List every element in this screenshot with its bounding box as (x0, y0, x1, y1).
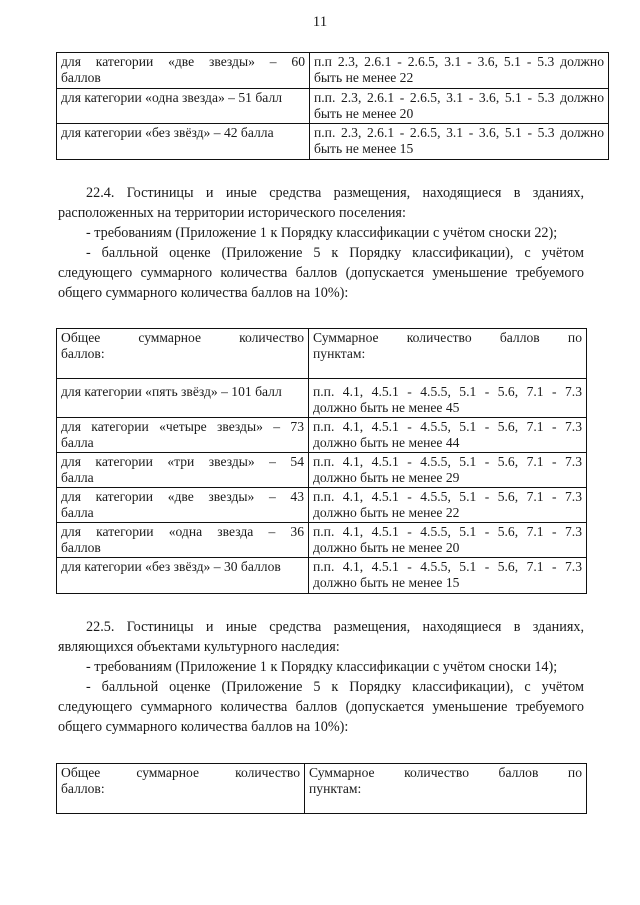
category-text: для категории «три звезды» – 54 (61, 454, 304, 469)
header-text: пунктам: (313, 346, 366, 361)
table-scores-historic-settlement (56, 328, 587, 594)
table-row (57, 89, 609, 124)
points-text: быть не менее 15 (314, 141, 414, 156)
table-cell (57, 488, 309, 523)
points-text: должно быть не менее 45 (313, 400, 460, 415)
section-22-5 (58, 617, 584, 737)
category-text: для категории «одна звезда» – 51 балл (61, 90, 283, 105)
table-cell (57, 89, 310, 124)
points-text: должно быть не менее 29 (313, 470, 460, 485)
points-text: быть не менее 20 (314, 106, 414, 121)
table-scores-cultural-heritage (56, 763, 587, 814)
table-cell (57, 53, 310, 89)
section-paragraph: являющихся объектами культурного наследия: (58, 639, 340, 655)
category-text: для категории «пять звёзд» – 101 балл (61, 384, 282, 399)
header-text: Суммарное количество баллов по (313, 330, 582, 345)
points-text: п.п. 4.1, 4.5.1 - 4.5.5, 5.1 - 5.6, 7.1 - 7.3 (313, 454, 582, 469)
points-text: п.п 2.3, 2.6.1 - 2.6.5, 3.1 - 3.6, 5.1 - 5.3 должно (314, 54, 604, 69)
table-header-cell (57, 764, 305, 814)
table-cell (309, 488, 587, 523)
points-text: п.п. 4.1, 4.5.1 - 4.5.5, 5.1 - 5.6, 7.1 - 7.3 (313, 524, 582, 539)
page-number: 11 (312, 14, 328, 30)
table-scores-historic-settlement-continued (56, 52, 609, 160)
requirements-item: - требованиям (Приложение 1 к Порядку классификации с учётом сноски 22); (86, 225, 558, 241)
points-text: п.п. 4.1, 4.5.1 - 4.5.5, 5.1 - 5.6, 7.1 - 7.3 (313, 489, 582, 504)
table-row (57, 453, 587, 488)
points-text: должно быть не менее 44 (313, 435, 460, 450)
section-paragraph: расположенных на территории исторического поселения: (58, 205, 406, 221)
header-text: баллов: (61, 781, 105, 796)
table-cell (57, 453, 309, 488)
table-row (57, 488, 587, 523)
table-header-row (57, 764, 587, 814)
header-text: баллов: (61, 346, 105, 361)
score-item: - балльной оценке (Приложение 5 к Порядку классификации), с учётом (86, 679, 584, 695)
table-cell (309, 379, 587, 418)
score-item: следующего суммарного количества баллов (допускается уменьшение требуемого (58, 265, 584, 281)
header-text: Суммарное количество баллов по (309, 765, 582, 780)
category-text: балла (61, 435, 94, 450)
header-text: пунктам: (309, 781, 362, 796)
table-row (57, 418, 587, 453)
category-text: для категории «без звёзд» – 42 балла (61, 125, 274, 140)
table-cell (309, 418, 587, 453)
points-text: п.п. 2.3, 2.6.1 - 2.6.5, 3.1 - 3.6, 5.1 - 5.3 должно (314, 90, 604, 105)
points-text: п.п. 2.3, 2.6.1 - 2.6.5, 3.1 - 3.6, 5.1 - 5.3 должно (314, 125, 604, 140)
table-cell (309, 453, 587, 488)
score-item: следующего суммарного количества баллов (допускается уменьшение требуемого (58, 699, 584, 715)
table-cell (57, 558, 309, 594)
table-cell (310, 53, 609, 89)
table-cell (57, 523, 309, 558)
table-header-cell (57, 329, 309, 379)
section-paragraph: 22.4. Гостиницы и иные средства размещения, находящиеся в зданиях, (86, 185, 584, 201)
table-row (57, 53, 609, 89)
table-cell (309, 558, 587, 594)
category-text: баллов (61, 70, 101, 85)
table-row (57, 379, 587, 418)
table-cell (57, 379, 309, 418)
score-item: общего суммарного количества баллов на 10%): (58, 285, 349, 301)
score-item: общего суммарного количества баллов на 10%): (58, 719, 349, 735)
header-text: Общее суммарное количество (61, 330, 304, 345)
category-text: балла (61, 470, 94, 485)
points-text: быть не менее 22 (314, 70, 414, 85)
points-text: должно быть не менее 20 (313, 540, 460, 555)
points-text: должно быть не менее 15 (313, 575, 460, 590)
requirements-item: - требованиям (Приложение 1 к Порядку классификации с учётом сноски 14); (86, 659, 558, 675)
header-text: Общее суммарное количество (61, 765, 300, 780)
category-text: для категории «четыре звезды» – 73 (61, 419, 304, 434)
table-cell (309, 523, 587, 558)
table-header-cell (309, 329, 587, 379)
table-cell (57, 124, 310, 160)
points-text: п.п. 4.1, 4.5.1 - 4.5.5, 5.1 - 5.6, 7.1 - 7.3 (313, 559, 582, 574)
category-text: для категории «без звёзд» – 30 баллов (61, 559, 281, 574)
table-row (57, 523, 587, 558)
category-text: для категории «две звезды» – 60 (61, 54, 305, 69)
category-text: для категории «две звезды» – 43 (61, 489, 304, 504)
section-paragraph: 22.5. Гостиницы и иные средства размещения, находящиеся в зданиях, (86, 619, 584, 635)
points-text: п.п. 4.1, 4.5.1 - 4.5.5, 5.1 - 5.6, 7.1 - 7.3 (313, 384, 582, 399)
table-cell (57, 418, 309, 453)
category-text: балла (61, 505, 94, 520)
category-text: для категории «одна звезда – 36 (61, 524, 304, 539)
table-row (57, 558, 587, 594)
table-header-cell (305, 764, 587, 814)
score-item: - балльной оценке (Приложение 5 к Порядку классификации), с учётом (86, 245, 584, 261)
table-cell (310, 124, 609, 160)
table-header-row (57, 329, 587, 379)
table-row (57, 124, 609, 160)
points-text: должно быть не менее 22 (313, 505, 460, 520)
table-cell (310, 89, 609, 124)
points-text: п.п. 4.1, 4.5.1 - 4.5.5, 5.1 - 5.6, 7.1 - 7.3 (313, 419, 582, 434)
section-22-4 (58, 183, 584, 303)
category-text: баллов (61, 540, 101, 555)
